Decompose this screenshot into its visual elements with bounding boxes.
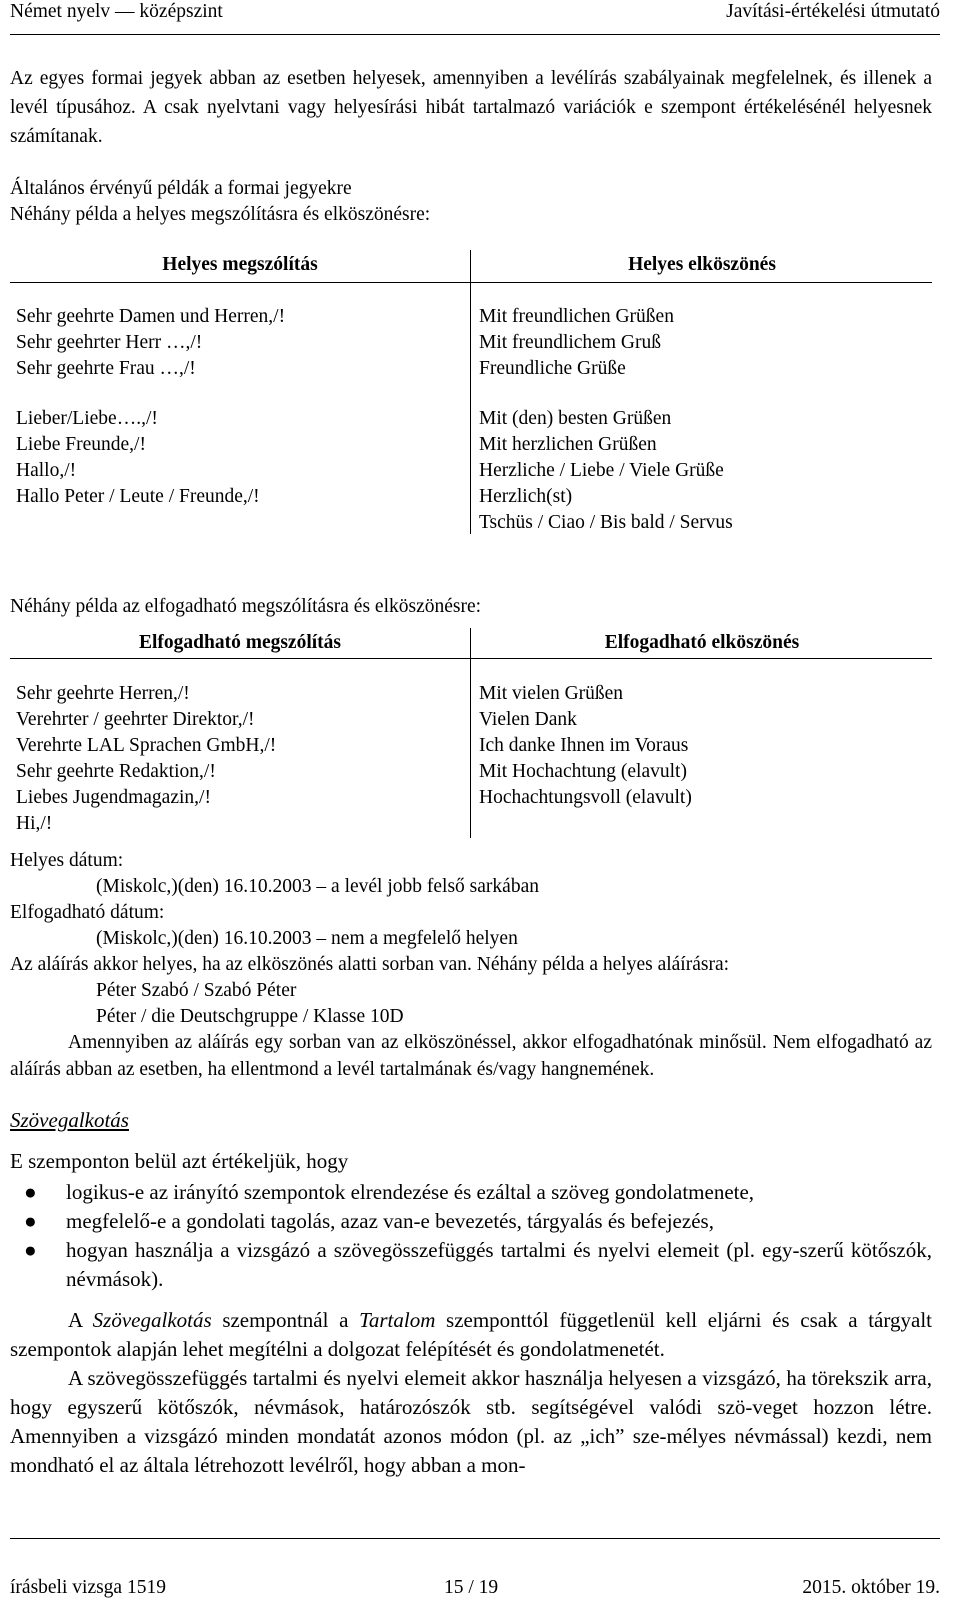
bullet-icon: ● xyxy=(24,1180,37,1204)
section-paragraph-2: A szövegösszefüggés tartalmi és nyelvi elemeit akkor használja helyesen a vizsgázó, ha törekszik arra, hogy egyszerű kötőszók, névmások, határozószók stb. segítségével valódi szö-veget hozzon létre. Amennyiben a vizsgázó minden mondatát azonos módon (pl. az „ich” sze-mélyes névmással) kezdi, nem mondható el az általa létrehozott levélről, hogy abban a mon- xyxy=(10,1366,932,1477)
list-item xyxy=(10,1207,932,1236)
list-item: Sehr geehrte Redaktion,/! xyxy=(16,761,216,782)
correct-examples-intro: Néhány példa a helyes megszólításra és elköszönésre: xyxy=(10,204,431,225)
criteria-list xyxy=(10,1178,932,1294)
list-item-text: hogyan használja a vizsgázó a szövegösszefüggés tartalmi és nyelvi elemeit (pl. egy-szerű kötőszók, névmások). xyxy=(66,1238,932,1291)
footer-page-number: 15 / 19 xyxy=(444,1577,499,1598)
emphasis-tartalom: Tartalom xyxy=(359,1308,436,1332)
section-paragraph-1 xyxy=(10,1306,932,1364)
list-item: Verehrte LAL Sprachen GmbH,/! xyxy=(16,735,277,756)
page-header xyxy=(10,0,940,35)
correct-salutation-list-1 xyxy=(16,304,285,382)
list-item: Mit herzlichen Grüßen xyxy=(479,434,657,455)
page-footer xyxy=(10,1538,940,1599)
signature-example-2: Péter / die Deutschgruppe / Klasse 10D xyxy=(96,1006,404,1027)
signature-note: Amennyiben az aláírás egy sorban van az elköszönéssel, akkor elfogadhatónak minősül. Nem elfogadható az aláírás abban az esetben, ha ellentmond a levél tartalmának és/vagy hangnemének. xyxy=(10,1032,932,1080)
list-item: Mit Hochachtung (elavult) xyxy=(479,761,687,782)
list-item: Liebes Jugendmagazin,/! xyxy=(16,787,211,808)
list-item: Lieber/Liebe….,/! xyxy=(16,408,158,429)
bullet-icon: ● xyxy=(24,1238,37,1262)
list-item: Verehrter / geehrter Direktor,/! xyxy=(16,709,255,730)
acceptable-salutation-list xyxy=(16,681,276,837)
list-item: Herzliche / Liebe / Viele Grüße xyxy=(479,460,724,481)
list-item: Sehr geehrte Damen und Herren,/! xyxy=(16,306,286,327)
list-item: Tschüs / Ciao / Bis bald / Servus xyxy=(479,512,733,533)
correct-closing-heading: Helyes elköszönés xyxy=(628,254,776,275)
correct-closing-list-2 xyxy=(479,406,733,536)
list-item: Sehr geehrte Frau …,/! xyxy=(16,358,196,379)
footer-exam: írásbeli vizsga 1519 xyxy=(10,1577,166,1598)
list-item: Mit vielen Grüßen xyxy=(479,683,624,704)
text-run: szempontnál a xyxy=(211,1308,360,1332)
table-divider-horizontal xyxy=(10,658,932,659)
acceptable-closing-heading: Elfogadható elköszönés xyxy=(604,632,800,653)
emphasis-szovegalkotas: Szövegalkotás xyxy=(92,1308,212,1332)
signature-rule: Az aláírás akkor helyes, ha az elköszönés alatti sorban van. Néhány példa a helyes aláírásra: xyxy=(10,954,730,975)
list-item: Mit freundlichem Gruß xyxy=(479,332,661,353)
signature-example-1: Péter Szabó / Szabó Péter xyxy=(96,980,297,1001)
list-item-text: megfelelő-e a gondolati tagolás, azaz van-e bevezetés, tárgyalás és befejezés, xyxy=(66,1209,714,1233)
acceptable-closing-list xyxy=(479,681,692,811)
correct-salutation-heading: Helyes megszólítás xyxy=(162,254,318,275)
correct-closing-list-1 xyxy=(479,304,674,382)
header-subject: Német nyelv — középszint xyxy=(10,1,223,22)
section-title: Szövegalkotás xyxy=(10,1108,129,1132)
table-divider-vertical xyxy=(470,628,471,838)
list-item: Hi,/! xyxy=(16,813,53,834)
list-item: Hallo,/! xyxy=(16,460,77,481)
acceptable-date-label: Elfogadható dátum: xyxy=(10,902,165,923)
list-item: Liebe Freunde,/! xyxy=(16,434,146,455)
intro-paragraph: Az egyes formai jegyek abban az esetben helyesek, amennyiben a levélírás szabályainak megfelelnek, és illenek a levél típusához. A csak nyelvtani vagy helyesírási hibát tartalmazó variációk e szempont értékelésénél helyesnek számítanak. xyxy=(10,68,932,147)
list-item: Sehr geehrte Herren,/! xyxy=(16,683,190,704)
list-item: Freundliche Grüße xyxy=(479,358,626,379)
list-item-text: logikus-e az irányító szempontok elrendezése és ezáltal a szöveg gondolatmenete, xyxy=(66,1180,755,1204)
footer-date: 2015. október 19. xyxy=(802,1577,940,1598)
header-doc-type: Javítási-értékelési útmutató xyxy=(726,1,940,22)
text-run: A xyxy=(68,1308,93,1332)
correct-date-label: Helyes dátum: xyxy=(10,850,124,871)
correct-date-example: (Miskolc,)(den) 16.10.2003 – a levél jobb felső sarkában xyxy=(96,876,539,897)
list-item: Herzlich(st) xyxy=(479,486,573,507)
list-item xyxy=(10,1236,932,1294)
list-item: Mit (den) besten Grüßen xyxy=(479,408,672,429)
text-run: szemponttól függetlenül kell eljárni és csak a tárgyalt szempontok alapján lehet megítélni a dolgozat felépítését és gondolatmenetét. xyxy=(10,1308,932,1361)
list-item: Vielen Dank xyxy=(479,709,577,730)
list-item: Hochachtungsvoll (elavult) xyxy=(479,787,692,808)
list-item: Sehr geehrter Herr …,/! xyxy=(16,332,203,353)
list-item: Mit freundlichen Grüßen xyxy=(479,306,674,327)
acceptable-salutation-heading: Elfogadható megszólítás xyxy=(138,632,342,653)
general-examples-heading: Általános érvényű példák a formai jegyekre xyxy=(10,178,352,199)
table-divider-vertical xyxy=(470,250,471,534)
table-divider-horizontal xyxy=(10,282,932,283)
acceptable-examples-intro: Néhány példa az elfogadható megszólításra és elköszönésre: xyxy=(10,596,482,617)
list-item: Hallo Peter / Leute / Freunde,/! xyxy=(16,486,260,507)
acceptable-date-example: (Miskolc,)(den) 16.10.2003 – nem a megfelelő helyen xyxy=(96,928,518,949)
section-lead: E szemponton belül azt értékeljük, hogy xyxy=(10,1149,349,1173)
list-item: Ich danke Ihnen im Voraus xyxy=(479,735,689,756)
bullet-icon: ● xyxy=(24,1209,37,1233)
list-item xyxy=(10,1178,932,1207)
correct-salutation-list-2 xyxy=(16,406,260,510)
